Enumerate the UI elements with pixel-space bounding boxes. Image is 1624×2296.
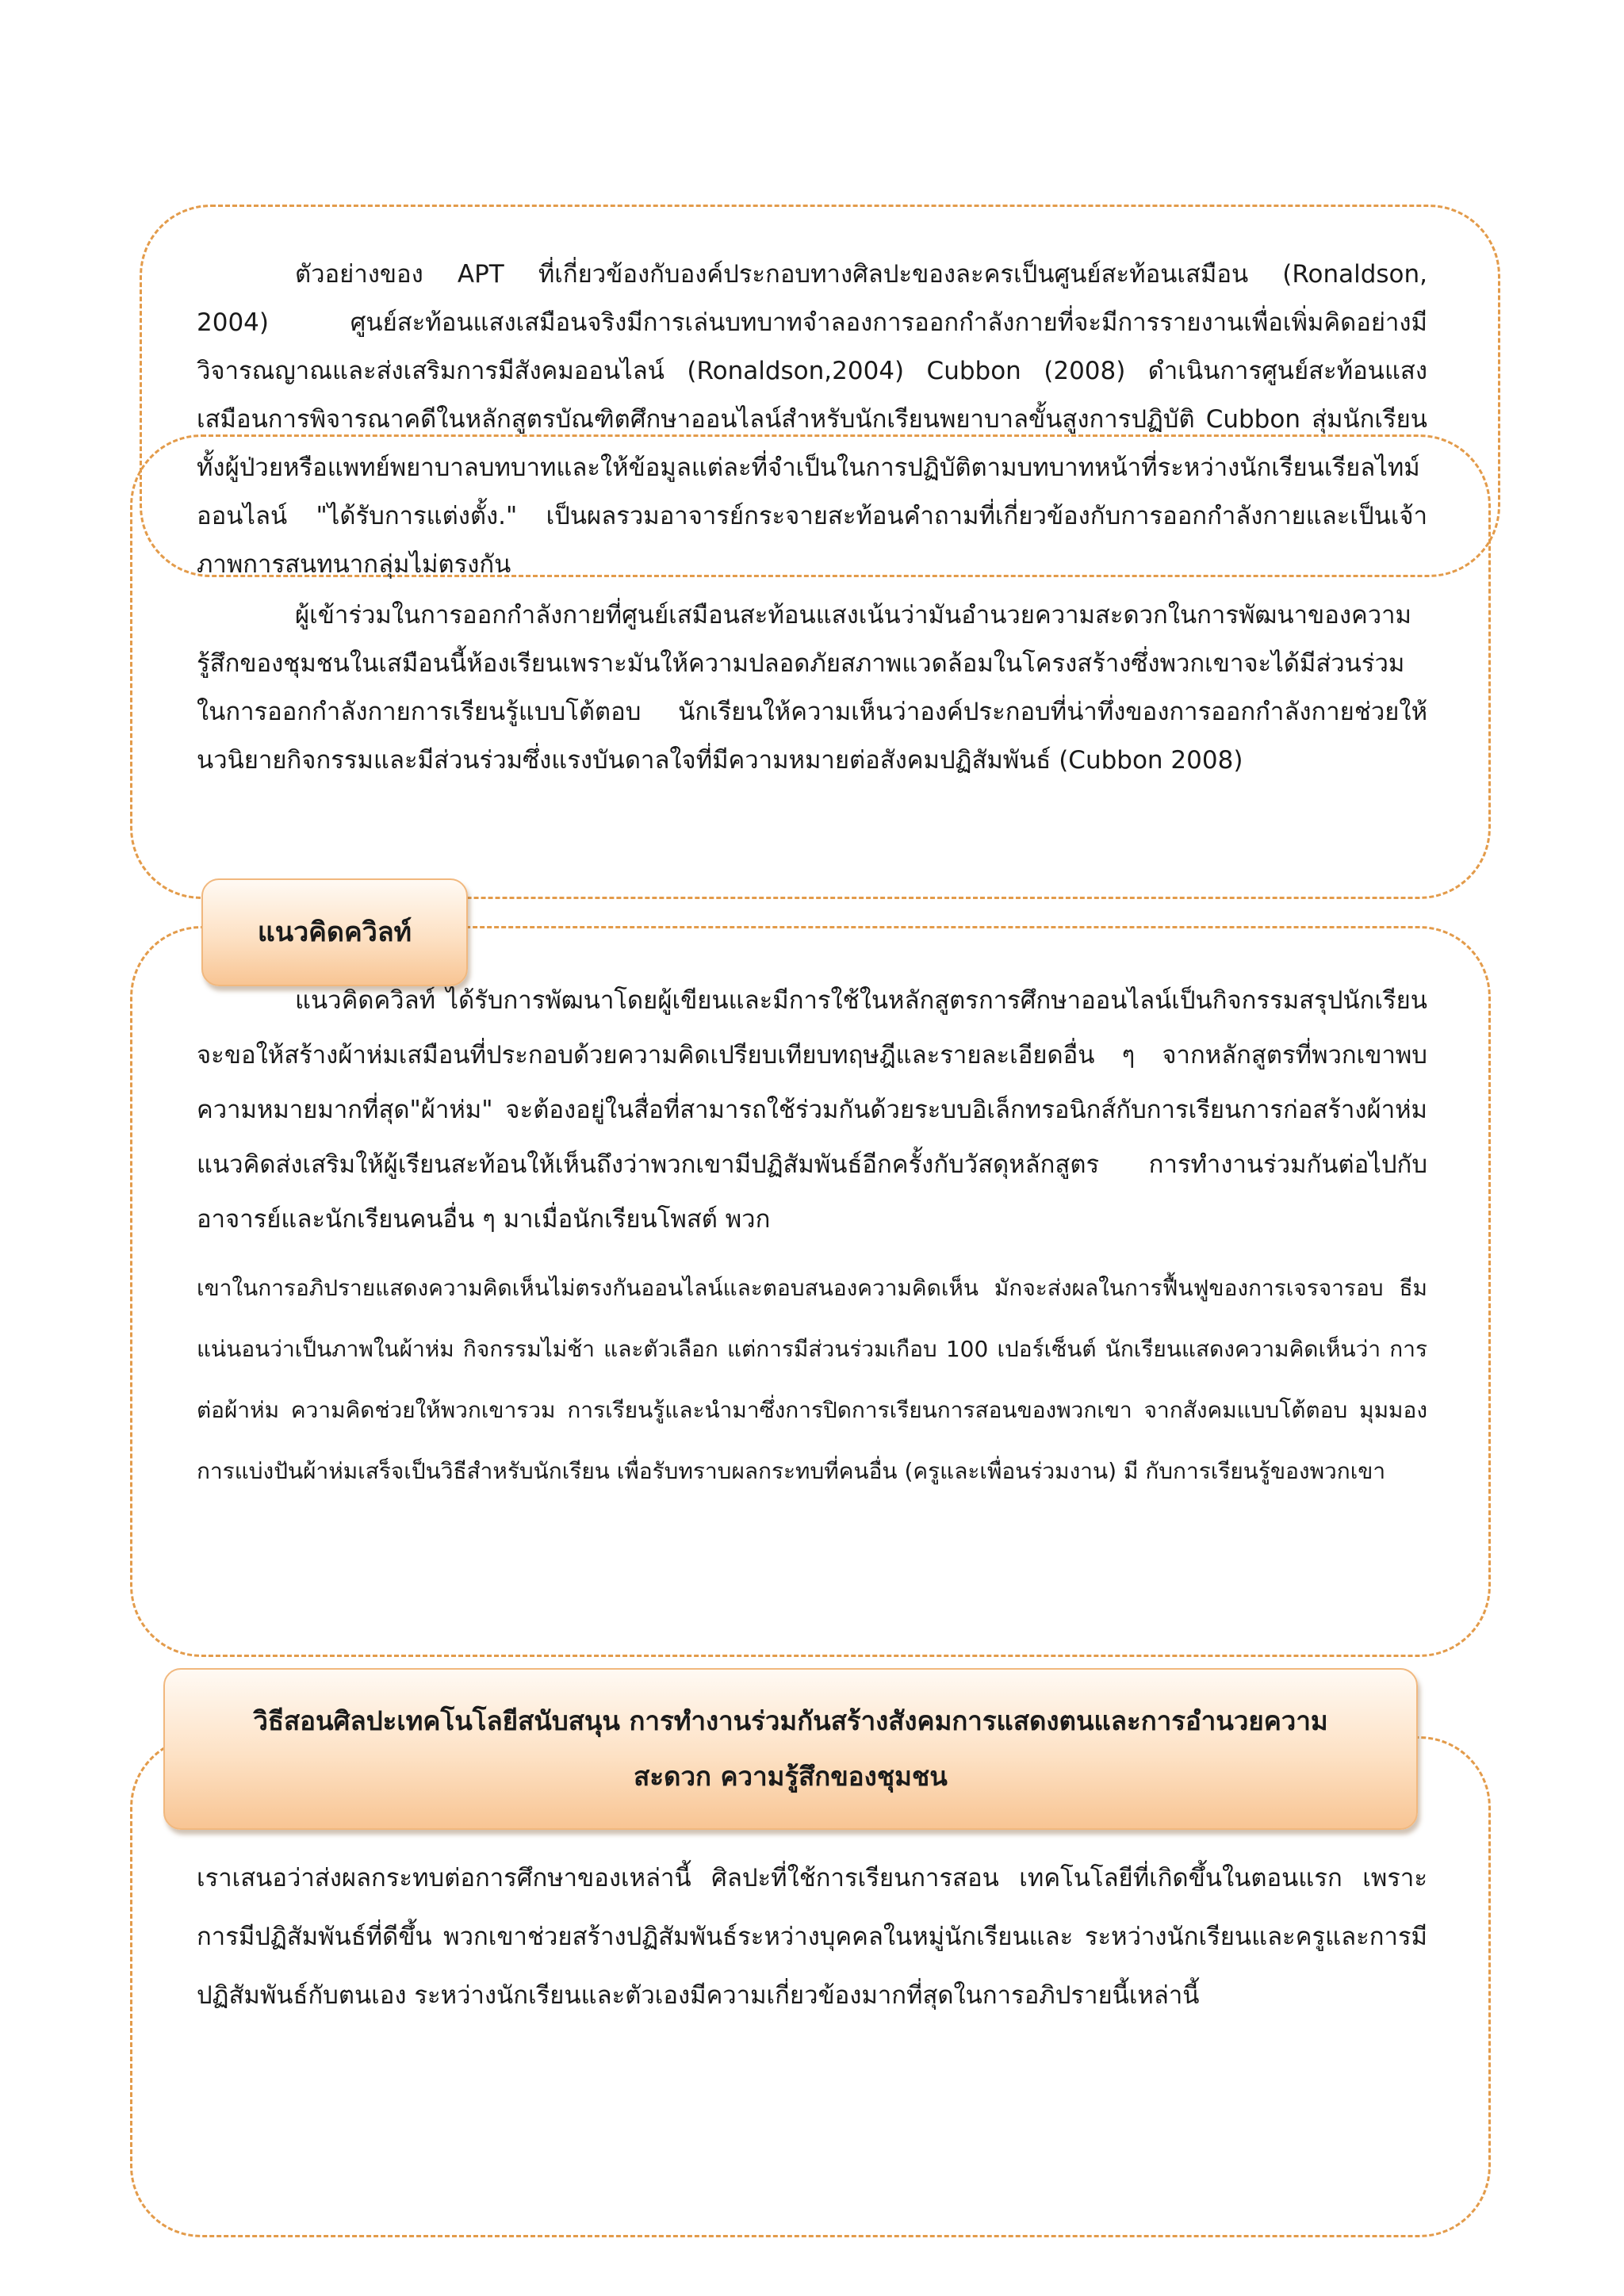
section3-heading — [163, 1668, 1418, 1830]
section3-paragraph: เราเสนอว่าส่งผลกระทบต่อการศึกษาของเหล่านี้ ศิลปะที่ใช้การเรียนการสอน เทคโนโลยีที่เกิดขึ้นในตอนแรก เพราะการมีปฏิสัมพันธ์ที่ดีขึ้น พวกเขาช่วยสร้างปฏิสัมพันธ์ระหว่างบุคคลในหมู่นักเรียนและ ระหว่างนักเรียนและครูและการมีปฏิสัมพันธ์กับตนเอง ระหว่างนักเรียนและตัวเองมีความเกี่ยวข้องมากที่สุดในการอภิปรายนี้เหล่านี้ — [197, 1864, 1427, 2010]
section1-paragraph-1: ตัวอย่างของ APT ที่เกี่ยวข้องกับองค์ประกอบทางศิลปะของละครเป็นศูนย์สะท้อนเสมือน (Ronaldson, 2004) ศูนย์สะท้อนแสงเสมือนจริงมีการเล่นบทบาทจำลองการออกกำลังกายที่จะมีการรายงานเพื่อเพิ่มคิดอย่างมีวิจารณญาณและส่งเสริมการมีสังคมออนไลน์ (Ronaldson,2004) Cubbon (2008) ดำเนินการศูนย์สะท้อนแสงเสมือนการพิจารณาคดีในหลักสูตรบัณฑิตศึกษาออนไลน์สำหรับนักเรียนพยาบาลขั้นสูงการปฏิบัติ Cubbon สุ่มนักเรียนทั้งผู้ป่วยหรือแพทย์พยาบาลบทบาทและให้ข้อมูลแต่ละที่จำเป็นในการปฏิบัติตามบทบาทหน้าที่ระหว่างนักเรียนเรียลไทม์ออนไลน์ "ได้รับการแต่งตั้ง." เป็นผลรวมอาจารย์กระจายสะท้อนคำถามที่เกี่ยวข้องกับการออกกำลังกายและเป็นเจ้าภาพการสนทนากลุ่มไม่ตรงกัน — [197, 260, 1427, 579]
section2-heading: แนวคิดควิลท์ — [201, 878, 468, 986]
section2-paragraph-continued: เขาในการอภิปรายแสดงความคิดเห็นไม่ตรงกันออนไลน์และตอบสนองความคิดเห็น มักจะส่งผลในการฟื้นฟูของการเจรจารอบ ธีมแน่นอนว่าเป็นภาพในผ้าห่ม กิจกรรมไม่ช้า และตัวเลือก แต่การมีส่วนร่วมเกือบ 100 เปอร์เซ็นต์ นักเรียนแสดงความคิดเห็นว่า การต่อผ้าห่ม ความคิดช่วยให้พวกเขารวม การเรียนรู้และนำมาซึ่งการปิดการเรียนการสอนของพวกเขา จากสังคมแบบโต้ตอบ มุมมองการแบ่งปันผ้าห่มเสร็จเป็นวิธีสำหรับนักเรียน เพื่อรับทราบผลกระทบที่คนอื่น (ครูและเพื่อนร่วมงาน) มี กับการเรียนรู้ของพวกเขา — [197, 1275, 1427, 1484]
section3-heading-line-2: สะดวก ความรู้สึกของชุมชน — [634, 1761, 948, 1792]
section3-heading-line-1: วิธีสอนศิลปะเทคโนโลยีสนับสนุน การทำงานร่วมกันสร้างสังคมการแสดงตนและการอำนวยความ — [253, 1705, 1328, 1736]
section1-paragraph-2: ผู้เข้าร่วมในการออกกำลังกายที่ศูนย์เสมือนสะท้อนแสงเน้นว่ามันอำนวยความสะดวกในการพัฒนาของความรู้สึกของชุมชนในเสมือนนี้ห้องเรียนเพราะมันให้ความปลอดภัยสภาพแวดล้อมในโครงสร้างซึ่งพวกเขาจะได้มีส่วนร่วมในการออกกำลังกายการเรียนรู้แบบโต้ตอบ นักเรียนให้ความเห็นว่าองค์ประกอบที่น่าทึ่งของการออกกำลังกายช่วยให้นวนิยายกิจกรรมและมีส่วนร่วมซึ่งแรงบันดาลใจที่มีความหมายต่อสังคมปฏิสัมพันธ์ (Cubbon 2008) — [197, 601, 1427, 775]
section2-paragraph-main: แนวคิดควิลท์ ได้รับการพัฒนาโดยผู้เขียนและมีการใช้ในหลักสูตรการศึกษาออนไลน์เป็นกิจกรรมสรุปนักเรียนจะขอให้สร้างผ้าห่มเสมือนที่ประกอบด้วยความคิดเปรียบเทียบทฤษฎีและรายละเอียดอื่น ๆ จากหลักสูตรที่พวกเขาพบความหมายมากที่สุด"ผ้าห่ม" จะต้องอยู่ในสื่อที่สามารถใช้ร่วมกันด้วยระบบอิเล็กทรอนิกส์กับการเรียนการก่อสร้างผ้าห่มแนวคิดส่งเสริมให้ผู้เรียนสะท้อนให้เห็นถึงว่าพวกเขามีปฏิสัมพันธ์อีกครั้งกับวัสดุหลักสูตร การทำงานร่วมกันต่อไปกับอาจารย์และนักเรียนคนอื่น ๆ มาเมื่อนักเรียนโพสต์ พวก — [197, 986, 1427, 1234]
